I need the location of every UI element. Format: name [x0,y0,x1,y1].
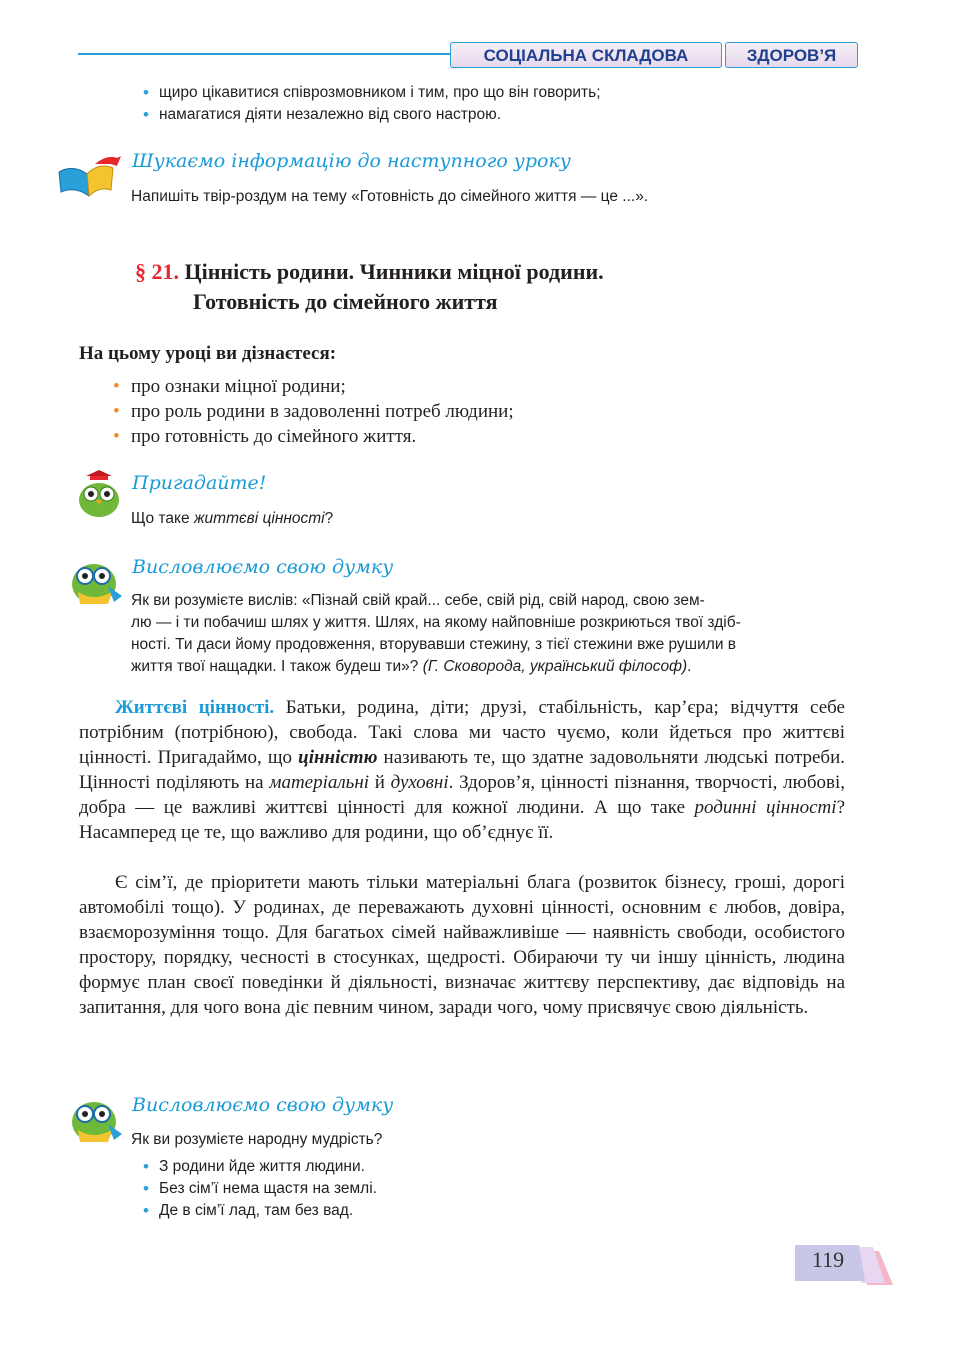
top-bullet-list [143,82,863,126]
body-term-value: цінністю [298,747,378,768]
paragraph-number: § 21. [135,259,179,284]
page-number: 119 [811,1247,845,1272]
remember-heading: Пригадайте! [132,472,267,494]
list-item: • щиро цікавитися співрозмовником і тим, про що він говорить; [143,82,863,104]
paragraph-title-line1: Цінність родини. Чинники міцної родини. [184,259,604,284]
open-book-icon [55,150,123,200]
remember-text [131,508,333,530]
body-keyword: Життєві цінності. [115,697,275,718]
search-info-text: Напишіть твір-роздум на тему «Готовність до сімейного життя — це ...». [131,188,649,205]
quote-line [131,656,851,678]
opinion1-quote [131,590,851,678]
opinion1-heading: Висловлюємо свою думку [132,556,394,578]
list-item: • Де в сім’ї лад, там без вад. [143,1200,843,1222]
paragraph-title [135,256,835,288]
quote-line: лю — і ти побачиш шлях у життя. Шлях, на якому найповніше розкриються твої здіб- [131,614,741,631]
list-item: • про роль родини в задоволенні потреб людини; [113,399,853,424]
header-section-label: СОЦІАЛЬНА СКЛАДОВА [450,42,722,68]
opinion2-heading: Висловлюємо свою думку [132,1094,394,1116]
paragraph-title-line2: Готовність до сімейного життя [193,289,498,314]
body-text: ? Насамперед це те, що важливо для родини, що об’єднує її. [79,797,845,843]
list-item: • З родини йде життя людини. [143,1156,843,1178]
header-rule [78,53,450,55]
quote-line: ності. Ти даси йому продовження, вторувавши стежину, з тієї стежини вже рушили в [131,636,737,653]
owl-glasses-icon [68,1094,124,1144]
quote-last-line: життя твої нащадки. І також будеш ти»? [131,658,423,675]
quote-line: Як ви розумієте вислів: «Пізнай свій край... себе, свій рід, свій народ, свою зем- [131,592,705,609]
learn-list [113,374,853,449]
body-text: називають те, що здатне задовольняти людські потреби. Цінності поділяють на [79,747,846,793]
list-item: • про готовність до сімейного життя. [113,424,853,449]
body-text: . Здоров’я, цінності пізнання, творчості, любові, добра — це важливі життєві цінності для кожної людини. А що таке [79,772,846,818]
list-item: • про ознаки міцної родини; [113,374,853,399]
body-text: Батьки, родина, діти; друзі, стабільність, кар’єра; відчуття себе потрібним (потрібною), свобода. Такі слова ми часто чуємо, коли йдеться про життєві цінності. Пригадаймо, що [79,697,845,768]
owl-graduate-icon [76,468,122,518]
body-paragraph-2: Є сім’ї, де пріоритети мають тільки матеріальні блага (розвиток бізнесу, гроші, дорогі автомобілі тощо). У родинах, де переважають духовні цінності, основним є любов, довіра, взаєморозуміння тощо. Для багатьох сімей найважливіше — наявність свободи, особистого простору, порядку, чесності в стосунках, щедрості. Обираючи ту чи іншу цінність, людина формує план своєї поведінки й діяльності, визначає життєву перспективу, дає відповідь на запитання, для чого вона діє певним чином, заради чого, чому присвячує свою діяльність. [79,872,845,1018]
body-paragraph-1 [79,695,845,845]
remember-text-after: ? [324,510,334,527]
remember-text-before: Що таке [131,510,194,527]
owl-glasses-icon [68,556,124,606]
body-term-material: матеріальні [269,772,370,793]
header-health-label: ЗДОРОВ’Я [725,42,858,68]
opinion2-list [143,1156,843,1222]
list-item: • Без сім’ї нема щастя на землі. [143,1178,843,1200]
quote-author: (Г. Сковорода, український філософ) [422,658,688,675]
remember-term: життєві цінності [193,510,325,527]
quote-end: . [687,658,692,675]
list-item: • намагатися діяти незалежно від свого настрою. [143,104,863,126]
search-info-heading: Шукаємо інформацію до наступного уроку [132,150,571,172]
body-term-family-values: родинні цінності [694,797,837,818]
body-text: й [369,772,391,793]
learn-heading: На цьому уроці ви дізнаєтеся: [79,343,337,364]
opinion2-question: Як ви розумієте народну мудрість? [131,1131,383,1148]
body-term-spiritual: духовні [390,772,449,793]
